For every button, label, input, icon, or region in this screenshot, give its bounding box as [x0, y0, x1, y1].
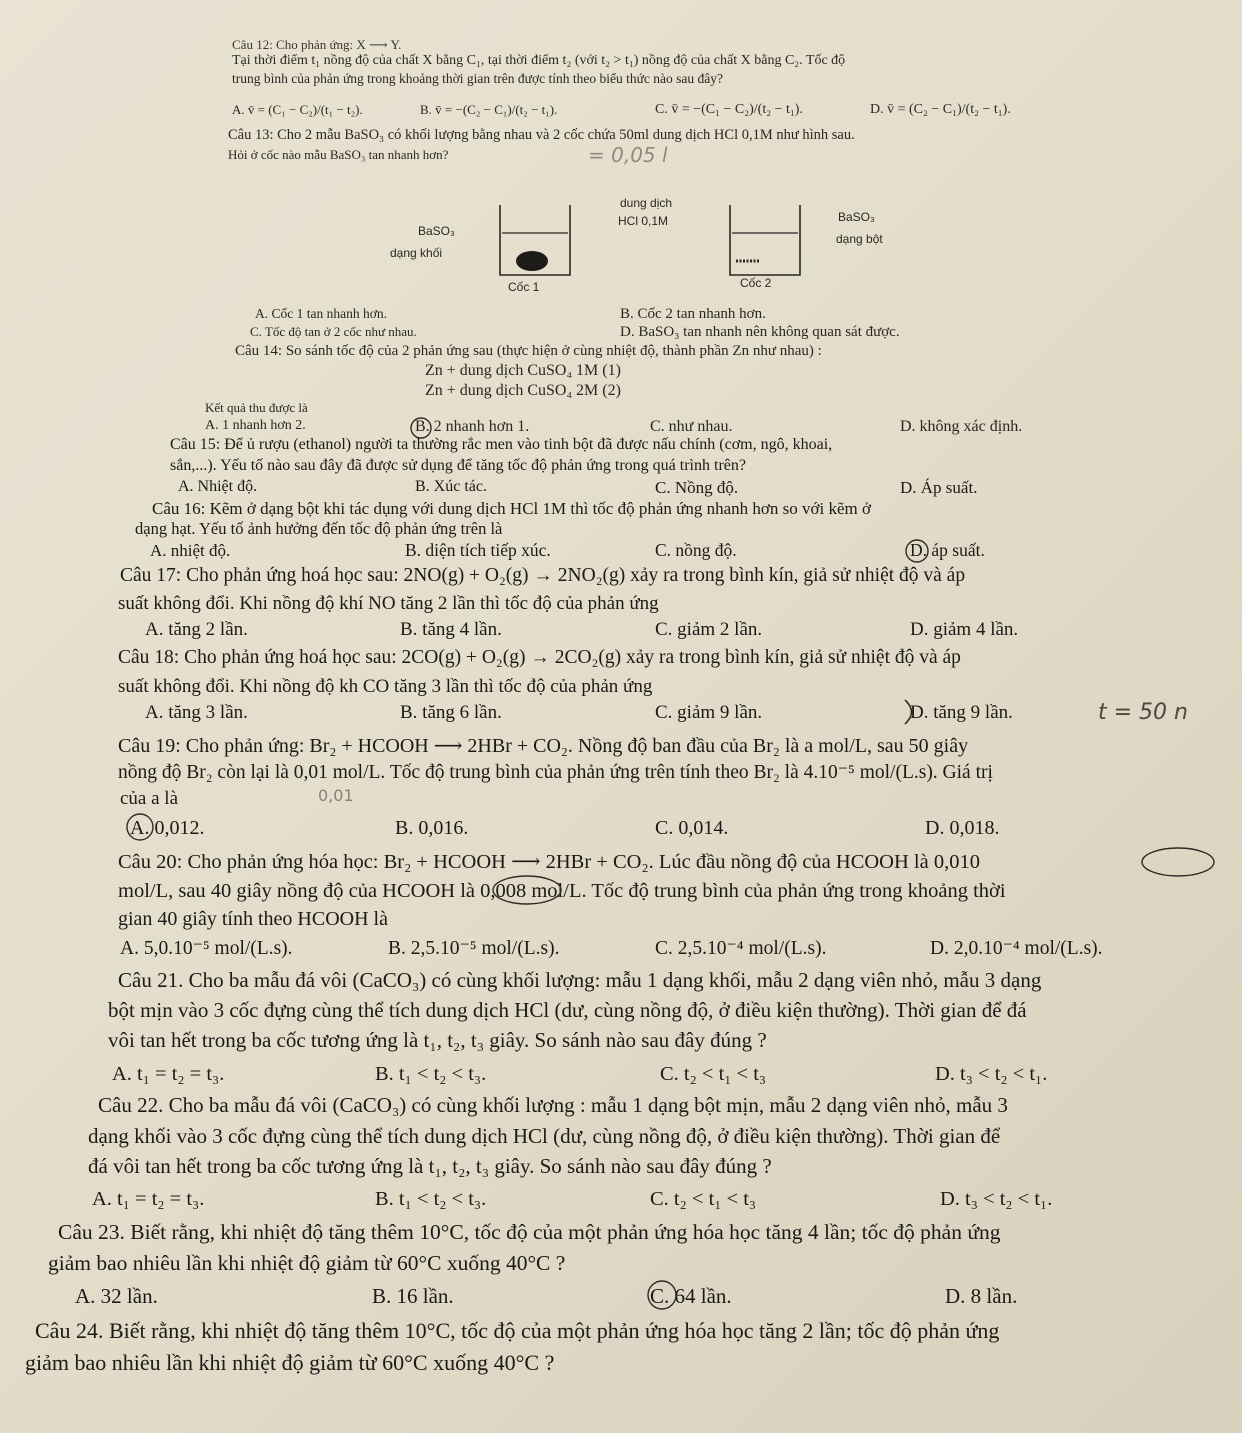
q19-option-c: C. 0,014. [655, 817, 729, 839]
label-dang-bot: dạng bột [836, 232, 883, 246]
q17-line2: suất không đổi. Khi nồng độ khí NO tăng 2 lần thì tốc độ của phản ứng [118, 593, 659, 614]
q15-option-a: A. Nhiệt độ. [178, 478, 258, 495]
q14-reaction-1: Zn + dung dịch CuSO₄ 1M (1) [425, 362, 621, 379]
q19-option-a: A. 0,012. [130, 817, 205, 839]
baso3-lump [516, 251, 548, 271]
q20-line3: gian 40 giây tính theo HCOOH là [118, 908, 388, 930]
label-hcl: HCl 0,1M [618, 214, 669, 228]
q23-line1: Câu 23. Biết rằng, khi nhiệt độ tăng thêm 10°C, tốc độ của một phản ứng hóa học tăng 4 lần; tốc độ phản ứng [58, 1220, 1001, 1244]
q17-option-d: D. giảm 4 lần. [910, 619, 1019, 640]
q21-line1: Câu 21. Cho ba mẫu đá vôi (CaCO₃) có cùng khối lượng: mẫu 1 dạng khối, mẫu 2 dạng viên nhỏ, mẫu 3 dạng [118, 968, 1042, 992]
q19-line2: nồng độ Br₂ còn lại là 0,01 mol/L. Tốc độ trung bình của phản ứng trên tính theo Br₂ là 4.10⁻⁵ mol/(L.s). Giá trị [118, 762, 993, 783]
q22-line3: đá vôi tan hết trong ba cốc tương ứng là t₁, t₂, t₃ giây. So sánh nào sau đây đúng ? [88, 1154, 772, 1178]
q21-line2: bột mịn vào 3 cốc đựng cùng thể tích dung dịch HCl (dư, cùng nồng độ, ở điều kiện thường). Thời gian để đá [108, 998, 1027, 1022]
label-coc-2: Cốc 2 [740, 276, 772, 290]
q20-option-b: B. 2,5.10⁻⁵ mol/(L.s). [388, 938, 560, 959]
q12-title: Câu 12: Cho phản ứng: X ⟶ Y. [232, 37, 402, 52]
q17-line1: Câu 17: Cho phản ứng hoá học sau: 2NO(g) + O₂(g) → 2NO₂(g) xảy ra trong bình kín, giả sử nhiệt độ và áp [120, 565, 966, 586]
label-coc-1: Cốc 1 [508, 280, 540, 294]
q20-option-c: C. 2,5.10⁻⁴ mol/(L.s). [655, 938, 827, 959]
label-baso3-left: BaSO₃ [418, 224, 455, 238]
q16-option-d: D. áp suất. [910, 540, 985, 560]
q23-option-c: C. 64 lần. [650, 1284, 732, 1308]
q13-line2: Hỏi ở cốc nào mẫu BaSO₃ tan nhanh hơn? [228, 147, 449, 162]
handwritten-note-q19: 0,01 [318, 786, 354, 805]
q16-line1: Câu 16: Kẽm ở dạng bột khi tác dụng với dung dịch HCl 1M thì tốc độ phản ứng nhanh hơn so với kẽm ở [152, 499, 871, 518]
q13-line1: Câu 13: Cho 2 mẫu BaSO₃ có khối lượng bằng nhau và 2 cốc chứa 50ml dung dịch HCl 0,1M như hình sau. [228, 127, 855, 143]
q20-line1: Câu 20: Cho phản ứng hóa học: Br₂ + HCOOH ⟶ 2HBr + CO₂. Lúc đầu nồng độ của HCOOH là 0,010 [118, 851, 980, 873]
q12-line1: Tại thời điểm t₁ nồng độ của chất X bằng C₁, tại thời điểm t₂ (với t₂ > t₁) nồng độ của chất X bằng C₂. Tốc độ [232, 53, 846, 68]
q14-option-a: A. 1 nhanh hơn 2. [205, 418, 306, 433]
q19-line1: Câu 19: Cho phản ứng: Br₂ + HCOOH ⟶ 2HBr + CO₂. Nồng độ ban đầu của Br₂ là a mol/L, sau 50 giây [118, 735, 969, 757]
beaker-2 [730, 205, 800, 275]
q19-line3: của a là [120, 788, 179, 809]
q22-line2: dạng khối vào 3 cốc đựng cùng thể tích dung dịch HCl (dư, cùng nồng độ, ở điều kiện thường). Thời gian để [88, 1124, 1001, 1148]
label-dang-khoi: dạng khối [390, 246, 443, 260]
q14-result: Kết quả thu được là [205, 400, 308, 415]
q18-line2: suất không đổi. Khi nồng độ kh CO tăng 3 lần thì tốc độ của phản ứng [118, 676, 653, 697]
q12-option-a: A. v̄ = (C₁ − C₂)/(t₁ − t₂). [232, 102, 363, 117]
q18-line1: Câu 18: Cho phản ứng hoá học sau: 2CO(g) + O₂(g) → 2CO₂(g) xảy ra trong bình kín, giả sử nhiệt độ và áp [118, 647, 961, 668]
q13-option-b: B. Cốc 2 tan nhanh hơn. [620, 306, 766, 322]
q23-line2: giảm bao nhiêu lần khi nhiệt độ giảm từ 60°C xuống 40°C ? [48, 1251, 566, 1275]
q13-option-a: A. Cốc 1 tan nhanh hơn. [255, 306, 387, 321]
beaker-figure [380, 195, 920, 295]
q15-option-c: C. Nồng độ. [655, 478, 739, 497]
q20-line2: mol/L, sau 40 giây nồng độ của HCOOH là 0,008 mol/L. Tốc độ trung bình của phản ứng trong khoảng thời [118, 880, 1006, 902]
q18-option-c: C. giảm 9 lần. [655, 702, 763, 723]
q14-line1: Câu 14: So sánh tốc độ của 2 phản ứng sau (thực hiện ở cùng nhiệt độ, thành phần Zn như nhau) : [235, 343, 822, 359]
mark-q20-0010 [1142, 848, 1214, 876]
q15-line1: Câu 15: Để ủ rượu (ethanol) người ta thường rắc men vào tinh bột đã được nấu chính (cơm, ngô, khoai, [170, 436, 833, 453]
q16-option-a: A. nhiệt độ. [150, 541, 231, 560]
q17-option-a: A. tăng 2 lần. [145, 619, 248, 640]
q15-option-b: B. Xúc tác. [415, 478, 487, 495]
q21-option-d: D. t₃ < t₂ < t₁. [935, 1063, 1048, 1085]
q23-option-a: A. 32 lần. [75, 1284, 158, 1308]
handwritten-note-q13: = 0,05 l [588, 143, 668, 167]
label-dung-dich: dung dịch [620, 196, 673, 210]
q16-option-b: B. diện tích tiếp xúc. [405, 540, 551, 560]
q12-option-d: D. v̄ = (C₂ − C₁)/(t₂ − t₁). [870, 102, 1011, 117]
q22-option-d: D. t₃ < t₂ < t₁. [940, 1188, 1053, 1210]
q16-option-c: C. nồng độ. [655, 540, 737, 560]
label-baso3-right: BaSO₃ [838, 210, 875, 224]
q12-option-b: B. v̄ = −(C₂ − C₁)/(t₂ − t₁). [420, 102, 558, 117]
q19-option-b: B. 0,016. [395, 817, 469, 839]
q18-option-a: A. tăng 3 lần. [145, 702, 248, 723]
q14-option-d: D. không xác định. [900, 418, 1023, 435]
q22-option-c: C. t₂ < t₁ < t₃ [650, 1188, 757, 1210]
q20-option-d: D. 2,0.10⁻⁴ mol/(L.s). [930, 938, 1103, 959]
q20-option-a: A. 5,0.10⁻⁵ mol/(L.s). [120, 938, 293, 959]
q16-line2: dạng hạt. Yếu tố ảnh hưởng đến tốc độ phản ứng trên là [135, 519, 503, 538]
q14-option-b: B. 2 nhanh hơn 1. [415, 418, 530, 435]
q13-option-c: C. Tốc độ tan ở 2 cốc như nhau. [250, 324, 417, 339]
q19-option-d: D. 0,018. [925, 817, 1000, 839]
q23-option-d: D. 8 lần. [945, 1284, 1018, 1308]
q17-option-b: B. tăng 4 lần. [400, 619, 502, 640]
q23-option-b: B. 16 lần. [372, 1284, 454, 1308]
q18-option-b: B. tăng 6 lần. [400, 702, 502, 723]
q21-option-c: C. t₂ < t₁ < t₃ [660, 1063, 767, 1085]
q13-option-d: D. BaSO₃ tan nhanh nên không quan sát được. [620, 324, 900, 340]
q21-option-b: B. t₁ < t₂ < t₃. [375, 1063, 487, 1085]
q24-line1: Câu 24. Biết rằng, khi nhiệt độ tăng thêm 10°C, tốc độ của một phản ứng hóa học tăng 2 lần; tốc độ phản ứng [35, 1318, 1000, 1343]
q21-option-a: A. t₁ = t₂ = t₃. [112, 1063, 225, 1085]
q22-option-b: B. t₁ < t₂ < t₃. [375, 1188, 487, 1210]
q22-line1: Câu 22. Cho ba mẫu đá vôi (CaCO₃) có cùng khối lượng : mẫu 1 dạng bột mịn, mẫu 2 dạng viên nhỏ, mẫu 3 [98, 1093, 1008, 1117]
q12-option-c: C. v̄ = −(C₁ − C₂)/(t₂ − t₁). [655, 102, 803, 117]
q21-line3: vôi tan hết trong ba cốc tương ứng là t₁, t₂, t₃ giây. So sánh nào sau đây đúng ? [108, 1028, 767, 1052]
q17-option-c: C. giảm 2 lần. [655, 619, 763, 640]
q14-option-c: C. như nhau. [650, 418, 733, 435]
q15-option-d: D. Áp suất. [900, 478, 978, 497]
q22-option-a: A. t₁ = t₂ = t₃. [92, 1188, 205, 1210]
q18-option-d: D. tăng 9 lần. [910, 702, 1013, 723]
handwritten-note-q18: t = 50 n [1098, 700, 1188, 725]
q14-reaction-2: Zn + dung dịch CuSO₄ 2M (2) [425, 382, 621, 399]
q12-line2: trung bình của phản ứng trong khoảng thời gian trên được tính theo biểu thức nào sau đây? [232, 71, 723, 86]
q15-line2: sắn,...). Yếu tố nào sau đây đã được sử dụng để tăng tốc độ phản ứng trong quá trình trên? [170, 457, 746, 474]
q24-line2: giảm bao nhiêu lần khi nhiệt độ giảm từ 60°C xuống 40°C ? [25, 1350, 555, 1375]
